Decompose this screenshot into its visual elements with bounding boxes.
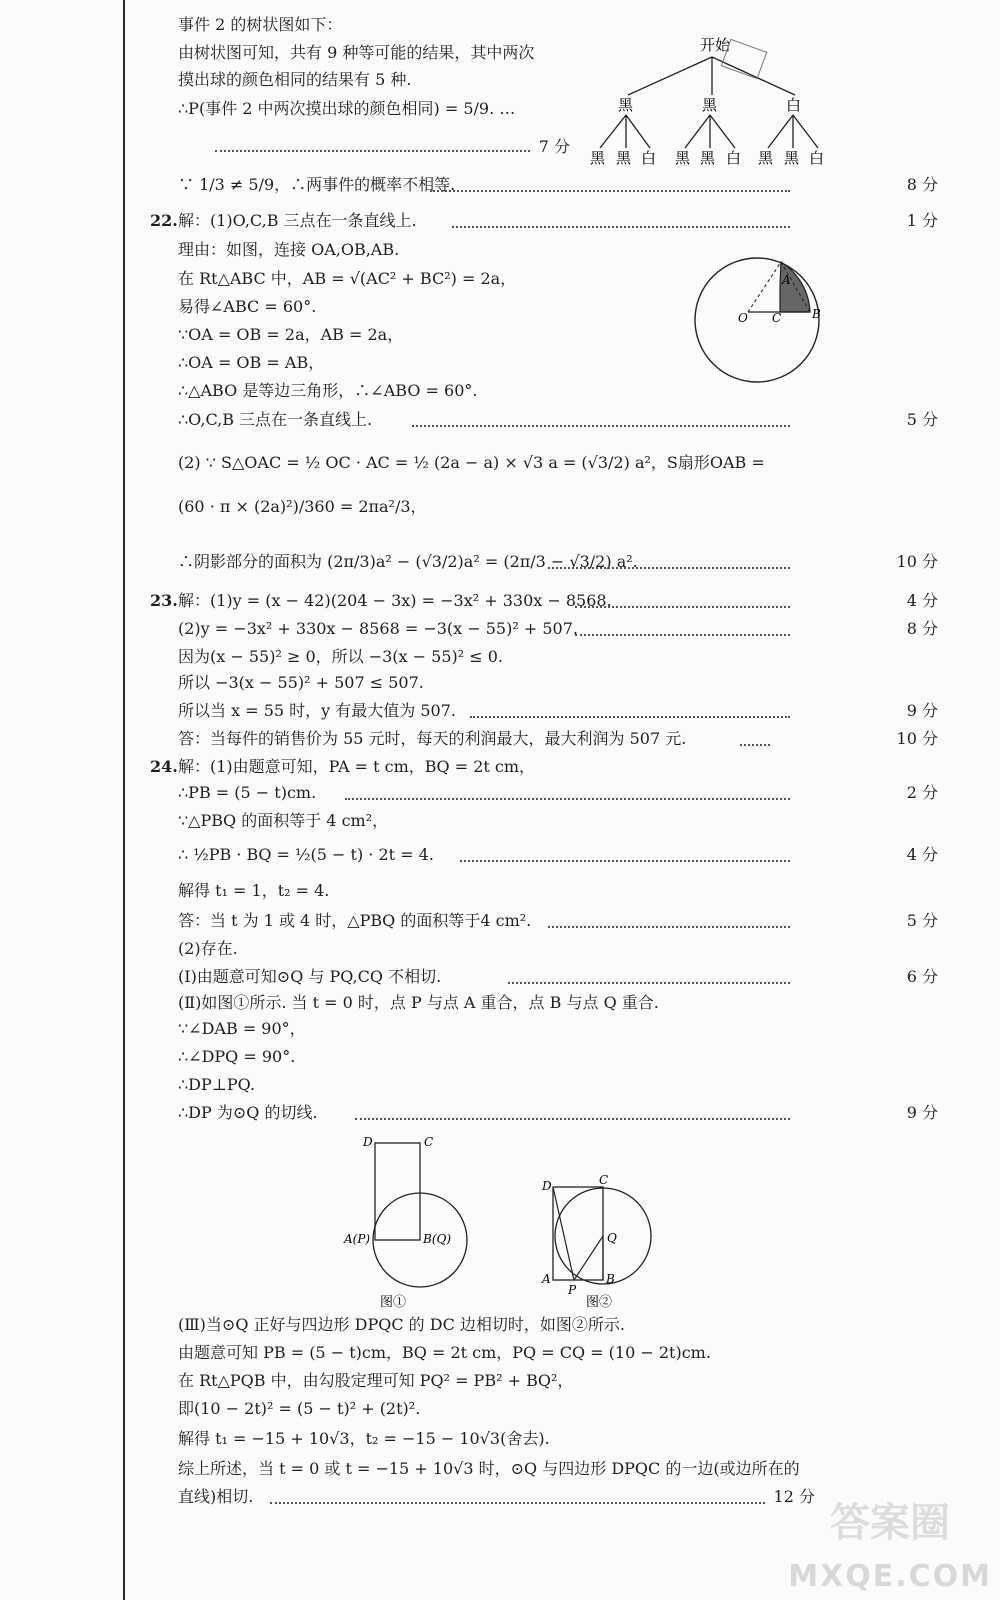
fig2-Q: Q	[607, 1231, 617, 1245]
solution-line: 即(10 − 2t)² = (5 − t)² + (2t)².	[178, 1399, 421, 1418]
fig2-C: C	[599, 1173, 609, 1187]
solution-line: 解：(1)O,C,B 三点在一条直线上.	[178, 211, 417, 230]
tree-root: 开始	[700, 36, 731, 54]
circle-figure	[690, 250, 830, 400]
dot-leader	[355, 1116, 790, 1120]
dot-leader	[452, 224, 790, 228]
score-mark: 9 分	[906, 1103, 938, 1122]
fig2-D: D	[542, 1179, 552, 1193]
label-B: B	[812, 307, 821, 321]
solution-line: 综上所述，当 t = 0 或 t = −15 + 10√3 时，⊙Q 与四边形 DPQC 的一边(或边所在的	[178, 1459, 800, 1478]
problem-number: 23.	[150, 591, 178, 610]
solution-line: 答：当每件的销售价为 55 元时，每天的利润最大，最大利润为 507 元.	[178, 729, 687, 748]
solution-line: 理由：如图，连接 OA,OB,AB.	[178, 240, 400, 259]
solution-line: (2) ∵ S△OAC = ½ OC · AC = ½ (2a − a) × √3 a = (√3/2) a²，S扇形OAB =	[178, 453, 765, 472]
label-A: A	[782, 273, 791, 287]
tree-l2-2: 白	[641, 149, 657, 167]
solution-line: 因为(x − 55)² ≥ 0，所以 −3(x − 55)² ≤ 0.	[178, 647, 503, 666]
solution-line: 在 Rt△ABC 中，AB = √(AC² + BC²) = 2a，	[178, 269, 517, 288]
solution-line: 解得 t₁ = −15 + 10√3，t₂ = −15 − 10√3(舍去).	[178, 1429, 550, 1448]
score-mark: 4 分	[906, 591, 938, 610]
solution-line: ∴P(事件 2 中两次摸出球的颜色相同) = 5/9. …	[178, 99, 516, 118]
score-mark: 8 分	[906, 619, 938, 638]
solution-line: 由树状图可知，共有 9 种等可能的结果，其中两次	[178, 43, 535, 62]
solution-line: 解得 t₁ = 1，t₂ = 4.	[178, 881, 330, 900]
solution-line: 由题意可知 PB = (5 − t)cm，BQ = 2t cm，PQ = CQ = (10 − 2t)cm.	[178, 1343, 711, 1362]
tree-l1-0: 黑	[618, 96, 634, 114]
solution-line: ∴DP⊥PQ.	[178, 1075, 255, 1094]
solution-line: ∵OA = OB = 2a，AB = 2a，	[178, 325, 404, 344]
margin-line	[123, 0, 125, 1600]
problem-number: 24.	[150, 757, 178, 776]
dot-leader	[508, 980, 790, 984]
solution-line: (60 · π × (2a)²)/360 = 2πa²/3，	[178, 497, 427, 516]
solution-line: 解：(1)由题意可知，PA = t cm，BQ = 2t cm，	[178, 757, 536, 776]
score-mark: 10 分	[896, 729, 938, 748]
fig2-caption: 图②	[586, 1295, 613, 1310]
fig1-AP: A(P)	[344, 1232, 371, 1246]
score-mark: 7 分	[538, 137, 570, 156]
solution-line: 在 Rt△PQB 中，由勾股定理可知 PQ² = PB² + BQ²，	[178, 1371, 574, 1390]
tree-l2-1: 黑	[616, 149, 632, 167]
fig1-BQ: B(Q)	[423, 1232, 452, 1246]
solution-line: ∴OA = OB = AB，	[178, 353, 325, 372]
score-mark: 12 分	[773, 1487, 815, 1506]
tree-l2-4: 黑	[700, 149, 716, 167]
fig1-C: C	[424, 1135, 434, 1149]
score-mark: 10 分	[896, 552, 938, 571]
dot-leader	[215, 148, 530, 152]
dot-leader	[345, 796, 790, 800]
tree-l2-3: 黑	[675, 149, 691, 167]
score-mark: 5 分	[906, 911, 938, 930]
solution-line: ∴∠DPQ = 90°.	[178, 1047, 296, 1066]
solution-line: 解：(1)y = (x − 42)(204 − 3x) = −3x² + 330x − 8568.	[178, 591, 612, 610]
solution-line: (2)y = −3x² + 330x − 8568 = −3(x − 55)² + 507.	[178, 619, 578, 638]
solution-line: ∵ 1/3 ≠ 5/9，∴两事件的概率不相等.	[178, 175, 456, 194]
score-mark: 4 分	[906, 845, 938, 864]
watermark-top: 答案圈	[830, 1500, 950, 1546]
tree-l1-2: 白	[786, 96, 802, 114]
solution-line: 事件 2 的树状图如下：	[178, 15, 343, 34]
dot-leader	[470, 714, 790, 718]
dot-leader	[548, 924, 790, 928]
figure-1	[330, 1125, 490, 1310]
score-mark: 2 分	[906, 783, 938, 802]
dot-leader	[270, 1500, 765, 1504]
solution-line: (Ⅱ)如图①所示. 当 t = 0 时，点 P 与点 A 重合，点 B 与点 Q 重合.	[178, 993, 659, 1012]
tree-l1-1: 黑	[702, 96, 718, 114]
solution-line: (Ⅲ)当⊙Q 正好与四边形 DPQC 的 DC 边相切时，如图②所示.	[178, 1315, 625, 1334]
dot-leader	[575, 632, 790, 636]
problem-number: 22.	[150, 211, 178, 230]
solution-line: ∴DP 为⊙Q 的切线.	[178, 1103, 318, 1122]
dot-leader	[460, 858, 790, 862]
dot-leader	[430, 188, 790, 192]
fig1-D: D	[363, 1135, 373, 1149]
dot-leader	[575, 604, 790, 608]
tree-l2-6: 黑	[758, 149, 774, 167]
tree-l2-7: 黑	[784, 149, 800, 167]
solution-line: ∴阴影部分的面积为 (2π/3)a² − (√3/2)a² = (2π/3 − √3/2) a².	[178, 552, 638, 571]
score-mark: 6 分	[906, 967, 938, 986]
label-C: C	[772, 311, 782, 325]
fig2-P: P	[568, 1283, 577, 1297]
solution-line: 摸出球的颜色相同的结果有 5 种.	[178, 70, 412, 89]
solution-line: ∴O,C,B 三点在一条直线上.	[178, 410, 373, 429]
solution-line: 直线)相切.	[178, 1487, 254, 1506]
score-mark: 8 分	[906, 175, 938, 194]
fig2-B: B	[606, 1272, 615, 1286]
score-mark: 5 分	[906, 410, 938, 429]
tree-l2-8: 白	[809, 149, 825, 167]
solution-line: ∴ ½PB · BQ = ½(5 − t) · 2t = 4.	[178, 845, 434, 864]
solution-line: 所以当 x = 55 时，y 有最大值为 507.	[178, 701, 456, 720]
dot-leader	[548, 565, 790, 569]
tree-l2-5: 白	[726, 149, 742, 167]
solution-line: ∵△PBQ 的面积等于 4 cm²，	[178, 811, 389, 830]
fig1-caption: 图①	[380, 1295, 407, 1310]
tree-diagram	[575, 30, 835, 170]
score-mark: 9 分	[906, 701, 938, 720]
figure-2	[535, 1165, 665, 1310]
solution-line: (2)存在.	[178, 939, 238, 958]
dot-leader	[740, 742, 770, 746]
score-mark: 1 分	[906, 211, 938, 230]
watermark-bottom: MXQE.COM	[788, 1559, 992, 1594]
solution-line: ∴PB = (5 − t)cm.	[178, 783, 317, 802]
solution-line: 所以 −3(x − 55)² + 507 ≤ 507.	[178, 673, 424, 692]
label-O: O	[738, 311, 748, 325]
dot-leader	[412, 423, 790, 427]
tree-l2-0: 黑	[590, 149, 606, 167]
solution-line: 易得∠ABC = 60°.	[178, 297, 317, 316]
solution-line: (Ⅰ)由题意可知⊙Q 与 PQ,CQ 不相切.	[178, 967, 442, 986]
solution-line: 答：当 t 为 1 或 4 时，△PBQ 的面积等于4 cm².	[178, 911, 532, 930]
fig2-A: A	[542, 1272, 551, 1286]
solution-line: ∴△ABO 是等边三角形，∴∠ABO = 60°.	[178, 381, 478, 400]
solution-line: ∵∠DAB = 90°，	[178, 1019, 306, 1038]
